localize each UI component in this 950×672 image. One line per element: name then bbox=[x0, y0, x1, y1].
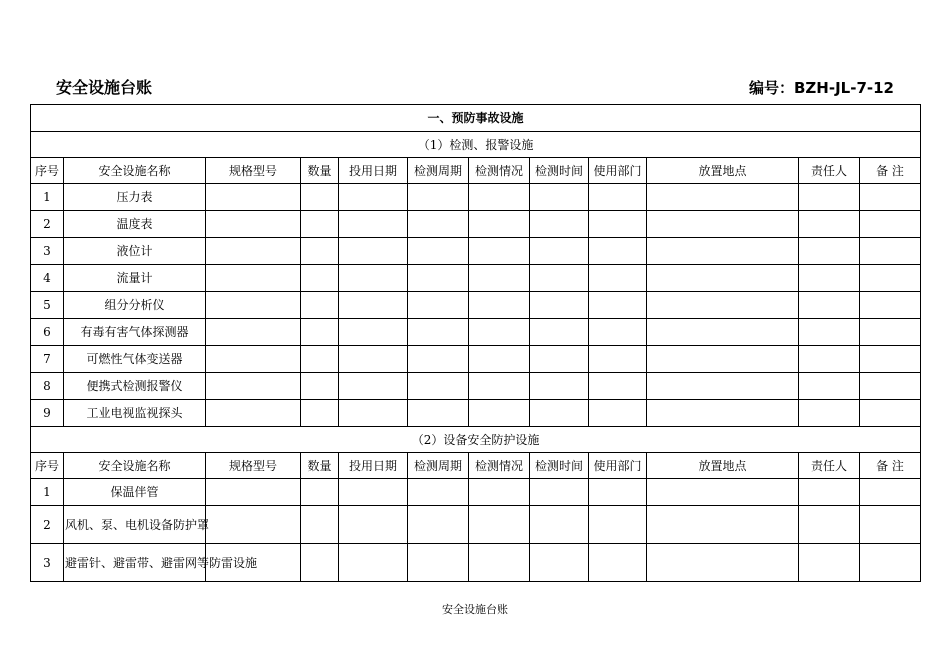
cell-col-test-status bbox=[469, 184, 530, 211]
cell-col-commission-date bbox=[339, 319, 408, 346]
cell-col-no: 4 bbox=[31, 265, 64, 292]
cell-col-test-status bbox=[469, 265, 530, 292]
header-col-location: 放置地点 bbox=[647, 453, 799, 479]
group-title-row bbox=[31, 427, 921, 453]
cell-col-model bbox=[206, 400, 301, 427]
table-row bbox=[31, 479, 921, 506]
cell-col-test-status bbox=[469, 346, 530, 373]
cell-col-model bbox=[206, 319, 301, 346]
table-row bbox=[31, 238, 921, 265]
cell-col-location bbox=[647, 544, 799, 582]
cell-col-test-time bbox=[530, 479, 589, 506]
cell-col-remarks bbox=[860, 346, 921, 373]
cell-col-owner bbox=[799, 400, 860, 427]
cell-col-remarks bbox=[860, 319, 921, 346]
header-col-test-time: 检测时间 bbox=[530, 158, 589, 184]
column-header-row bbox=[31, 158, 921, 184]
cell-col-owner bbox=[799, 544, 860, 582]
cell-col-test-time bbox=[530, 373, 589, 400]
cell-col-no: 3 bbox=[31, 544, 64, 582]
cell-col-remarks bbox=[860, 373, 921, 400]
cell-col-department bbox=[589, 373, 647, 400]
cell-col-name: 避雷针、避雷带、避雷网等防雷设施 bbox=[64, 544, 206, 582]
cell-col-qty bbox=[301, 265, 339, 292]
cell-col-location bbox=[647, 506, 799, 544]
cell-col-location bbox=[647, 211, 799, 238]
cell-col-model bbox=[206, 184, 301, 211]
section-title: 一、预防事故设施 bbox=[31, 105, 921, 132]
cell-col-remarks bbox=[860, 265, 921, 292]
cell-col-remarks bbox=[860, 506, 921, 544]
cell-col-test-cycle bbox=[408, 506, 469, 544]
cell-col-name: 风机、泵、电机设备防护罩 bbox=[64, 506, 206, 544]
cell-col-test-status bbox=[469, 292, 530, 319]
cell-col-qty bbox=[301, 238, 339, 265]
cell-col-commission-date bbox=[339, 544, 408, 582]
table-row bbox=[31, 346, 921, 373]
cell-col-department bbox=[589, 544, 647, 582]
cell-col-test-time bbox=[530, 184, 589, 211]
cell-col-name: 流量计 bbox=[64, 265, 206, 292]
cell-col-owner bbox=[799, 479, 860, 506]
table-row bbox=[31, 292, 921, 319]
cell-col-owner bbox=[799, 319, 860, 346]
cell-col-name: 工业电视监视探头 bbox=[64, 400, 206, 427]
cell-col-location bbox=[647, 400, 799, 427]
group-title-row bbox=[31, 132, 921, 158]
cell-col-qty bbox=[301, 346, 339, 373]
header-col-commission-date: 投用日期 bbox=[339, 158, 408, 184]
cell-col-model bbox=[206, 211, 301, 238]
cell-col-no: 1 bbox=[31, 184, 64, 211]
cell-col-department bbox=[589, 506, 647, 544]
header-col-no: 序号 bbox=[31, 453, 64, 479]
cell-col-location bbox=[647, 479, 799, 506]
cell-col-location bbox=[647, 238, 799, 265]
cell-col-remarks bbox=[860, 400, 921, 427]
cell-col-test-cycle bbox=[408, 373, 469, 400]
header-col-name: 安全设施名称 bbox=[64, 158, 206, 184]
header-col-location: 放置地点 bbox=[647, 158, 799, 184]
cell-col-name: 保温伴管 bbox=[64, 479, 206, 506]
cell-col-owner bbox=[799, 238, 860, 265]
cell-col-model bbox=[206, 238, 301, 265]
header-col-test-cycle: 检测周期 bbox=[408, 453, 469, 479]
cell-col-department bbox=[589, 265, 647, 292]
cell-col-qty bbox=[301, 184, 339, 211]
cell-col-test-cycle bbox=[408, 544, 469, 582]
header-col-model: 规格型号 bbox=[206, 158, 301, 184]
safety-facility-ledger-table bbox=[30, 104, 921, 582]
header-col-owner: 责任人 bbox=[799, 158, 860, 184]
cell-col-test-time bbox=[530, 544, 589, 582]
cell-col-test-cycle bbox=[408, 479, 469, 506]
cell-col-location bbox=[647, 346, 799, 373]
cell-col-name: 压力表 bbox=[64, 184, 206, 211]
cell-col-test-status bbox=[469, 544, 530, 582]
cell-col-model bbox=[206, 346, 301, 373]
cell-col-test-cycle bbox=[408, 400, 469, 427]
cell-col-model bbox=[206, 292, 301, 319]
cell-col-test-time bbox=[530, 238, 589, 265]
document-code: 编号：BZH-JL-7-12 bbox=[749, 79, 894, 97]
cell-col-owner bbox=[799, 292, 860, 319]
table-row bbox=[31, 506, 921, 544]
page-footer: 安全设施台账 bbox=[442, 603, 508, 616]
document-title: 安全设施台账 bbox=[56, 78, 153, 97]
cell-col-test-time bbox=[530, 292, 589, 319]
cell-col-qty bbox=[301, 292, 339, 319]
cell-col-no: 2 bbox=[31, 506, 64, 544]
cell-col-commission-date bbox=[339, 238, 408, 265]
header-col-department: 使用部门 bbox=[589, 158, 647, 184]
cell-col-qty bbox=[301, 211, 339, 238]
cell-col-name: 液位计 bbox=[64, 238, 206, 265]
cell-col-department bbox=[589, 211, 647, 238]
header-col-owner: 责任人 bbox=[799, 453, 860, 479]
table-row bbox=[31, 544, 921, 582]
cell-col-no: 3 bbox=[31, 238, 64, 265]
cell-col-owner bbox=[799, 346, 860, 373]
table-row bbox=[31, 184, 921, 211]
cell-col-owner bbox=[799, 506, 860, 544]
cell-col-test-cycle bbox=[408, 184, 469, 211]
cell-col-test-time bbox=[530, 265, 589, 292]
cell-col-test-time bbox=[530, 400, 589, 427]
cell-col-department bbox=[589, 400, 647, 427]
cell-col-test-status bbox=[469, 211, 530, 238]
cell-col-commission-date bbox=[339, 211, 408, 238]
cell-col-test-status bbox=[469, 479, 530, 506]
header-col-test-cycle: 检测周期 bbox=[408, 158, 469, 184]
header-col-test-status: 检测情况 bbox=[469, 158, 530, 184]
cell-col-location bbox=[647, 265, 799, 292]
header-col-remarks: 备 注 bbox=[860, 453, 921, 479]
cell-col-commission-date bbox=[339, 184, 408, 211]
cell-col-qty bbox=[301, 400, 339, 427]
table-row bbox=[31, 211, 921, 238]
group-title: （2）设备安全防护设施 bbox=[31, 427, 921, 453]
cell-col-test-status bbox=[469, 373, 530, 400]
cell-col-name: 有毒有害气体探测器 bbox=[64, 319, 206, 346]
cell-col-qty bbox=[301, 506, 339, 544]
header-col-qty: 数量 bbox=[301, 453, 339, 479]
table-row bbox=[31, 400, 921, 427]
cell-col-department bbox=[589, 346, 647, 373]
cell-col-owner bbox=[799, 265, 860, 292]
table-row bbox=[31, 373, 921, 400]
cell-col-no: 8 bbox=[31, 373, 64, 400]
cell-col-commission-date bbox=[339, 373, 408, 400]
cell-col-test-time bbox=[530, 211, 589, 238]
cell-col-commission-date bbox=[339, 292, 408, 319]
cell-col-location bbox=[647, 319, 799, 346]
cell-col-no: 7 bbox=[31, 346, 64, 373]
cell-col-department bbox=[589, 184, 647, 211]
group-title: （1）检测、报警设施 bbox=[31, 132, 921, 158]
cell-col-commission-date bbox=[339, 479, 408, 506]
header-col-name: 安全设施名称 bbox=[64, 453, 206, 479]
cell-col-model bbox=[206, 506, 301, 544]
cell-col-department bbox=[589, 479, 647, 506]
cell-col-test-cycle bbox=[408, 346, 469, 373]
column-header-row bbox=[31, 453, 921, 479]
header-col-test-status: 检测情况 bbox=[469, 453, 530, 479]
cell-col-location bbox=[647, 292, 799, 319]
cell-col-test-time bbox=[530, 319, 589, 346]
cell-col-owner bbox=[799, 184, 860, 211]
cell-col-test-status bbox=[469, 400, 530, 427]
cell-col-commission-date bbox=[339, 400, 408, 427]
cell-col-location bbox=[647, 373, 799, 400]
cell-col-test-status bbox=[469, 506, 530, 544]
header-col-qty: 数量 bbox=[301, 158, 339, 184]
cell-col-remarks bbox=[860, 238, 921, 265]
cell-col-remarks bbox=[860, 479, 921, 506]
cell-col-owner bbox=[799, 211, 860, 238]
cell-col-test-cycle bbox=[408, 319, 469, 346]
cell-col-test-cycle bbox=[408, 292, 469, 319]
header-col-model: 规格型号 bbox=[206, 453, 301, 479]
cell-col-department bbox=[589, 292, 647, 319]
cell-col-location bbox=[647, 184, 799, 211]
cell-col-remarks bbox=[860, 184, 921, 211]
cell-col-test-time bbox=[530, 346, 589, 373]
cell-col-qty bbox=[301, 319, 339, 346]
cell-col-model bbox=[206, 265, 301, 292]
cell-col-remarks bbox=[860, 292, 921, 319]
cell-col-name: 可燃性气体变送器 bbox=[64, 346, 206, 373]
cell-col-no: 6 bbox=[31, 319, 64, 346]
cell-col-no: 1 bbox=[31, 479, 64, 506]
cell-col-test-cycle bbox=[408, 238, 469, 265]
cell-col-owner bbox=[799, 373, 860, 400]
cell-col-name: 便携式检测报警仪 bbox=[64, 373, 206, 400]
header-col-no: 序号 bbox=[31, 158, 64, 184]
cell-col-name: 温度表 bbox=[64, 211, 206, 238]
cell-col-commission-date bbox=[339, 506, 408, 544]
cell-col-no: 5 bbox=[31, 292, 64, 319]
cell-col-commission-date bbox=[339, 346, 408, 373]
header-col-department: 使用部门 bbox=[589, 453, 647, 479]
cell-col-name: 组分分析仪 bbox=[64, 292, 206, 319]
section-title-row bbox=[31, 105, 921, 132]
cell-col-test-cycle bbox=[408, 211, 469, 238]
cell-col-no: 9 bbox=[31, 400, 64, 427]
cell-col-no: 2 bbox=[31, 211, 64, 238]
cell-col-commission-date bbox=[339, 265, 408, 292]
cell-col-remarks bbox=[860, 211, 921, 238]
header-col-commission-date: 投用日期 bbox=[339, 453, 408, 479]
cell-col-qty bbox=[301, 479, 339, 506]
cell-col-department bbox=[589, 319, 647, 346]
table-row bbox=[31, 319, 921, 346]
cell-col-qty bbox=[301, 544, 339, 582]
cell-col-test-status bbox=[469, 238, 530, 265]
cell-col-model bbox=[206, 373, 301, 400]
header-col-test-time: 检测时间 bbox=[530, 453, 589, 479]
header-col-remarks: 备 注 bbox=[860, 158, 921, 184]
cell-col-test-status bbox=[469, 319, 530, 346]
cell-col-remarks bbox=[860, 544, 921, 582]
cell-col-department bbox=[589, 238, 647, 265]
table-row bbox=[31, 265, 921, 292]
cell-col-test-time bbox=[530, 506, 589, 544]
cell-col-qty bbox=[301, 373, 339, 400]
cell-col-model bbox=[206, 479, 301, 506]
cell-col-test-cycle bbox=[408, 265, 469, 292]
